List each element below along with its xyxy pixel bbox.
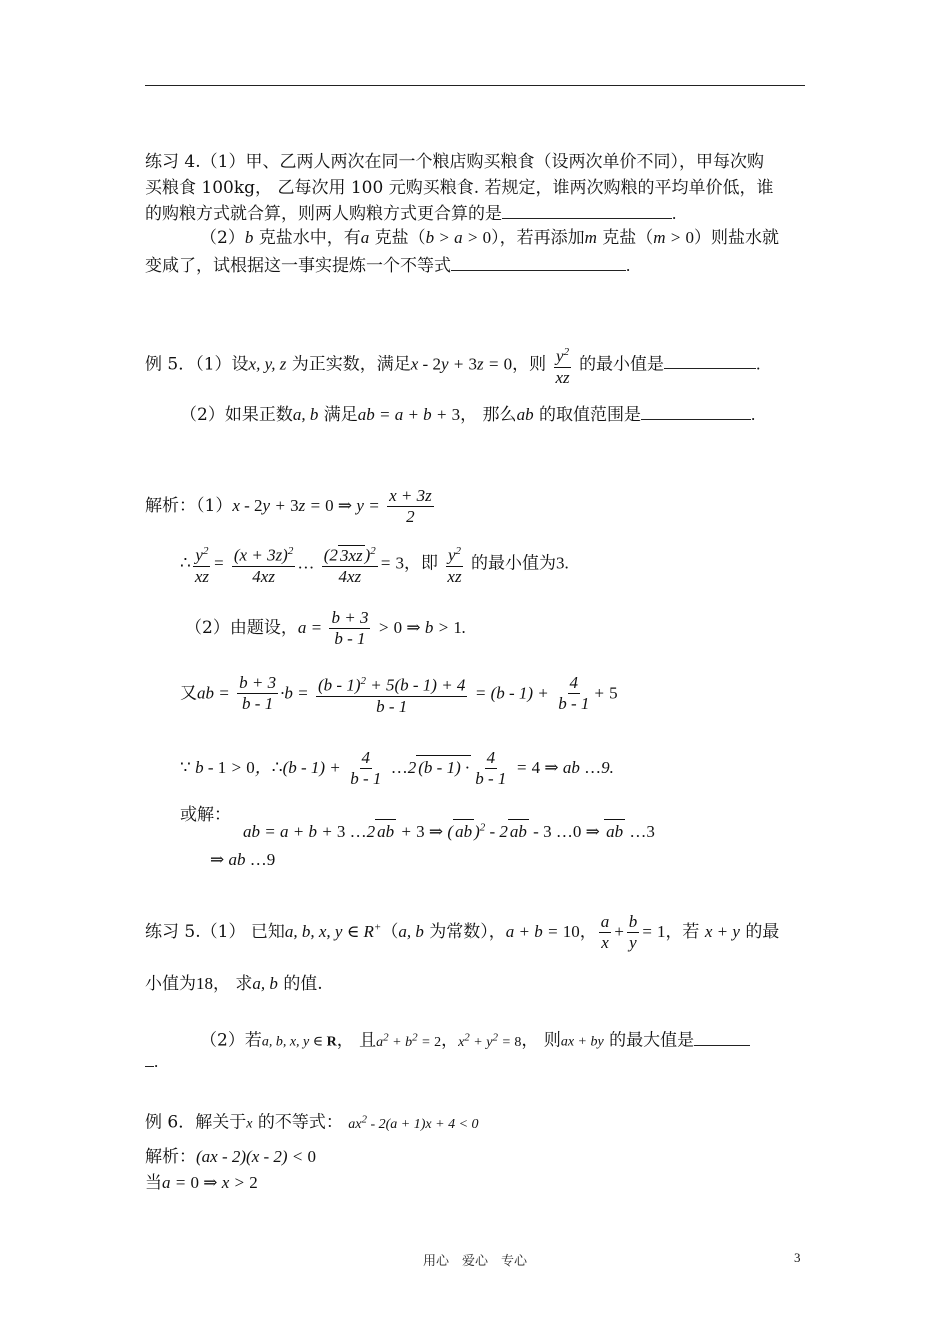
exercise5-q1-cont: 小值为18， 求a, b 的值. xyxy=(145,974,323,994)
example6-question: 例 6．解关于x 的不等式： $ax^2 - 2(a + 1)x + 4 < 0$ xyxy=(145,1112,479,1133)
solution5-alt: 或解： xyxy=(180,805,231,825)
example6-case: 当a = 0 ⇒ x > 2 xyxy=(145,1173,258,1193)
example5-q1: 例 5．（1）设x, y, z 为正实数，满足x - 2y + 3z = 0，则 $\frac{y^2}{xz}$ 的最小值是 . xyxy=(145,342,810,388)
exercise5-q1: 练习 5.（1） 已知a, b, x, y ∈ R+（a, b 为常数），a + b = 10， $\frac{a}{x}$ + $\frac{b}{y}$ = 1，若 x + y 的最 xyxy=(145,912,780,952)
exercise4-part2: （2）b 克盐水中，有a 克盐（b > a > 0），若再添加m 克盐（m > 0）则盐水就 xyxy=(200,228,780,248)
exercise4-line2: 买粮食 100kg， 乙每次用 100 元购买粮食. 若规定，谁两次购粮的平均单价低，谁 xyxy=(145,178,774,198)
header-rule xyxy=(145,85,805,86)
exercise4-line5: 变咸了，试根据这一事实提炼一个不等式 . xyxy=(145,256,631,276)
exercise5-q2-end: . xyxy=(145,1050,810,1074)
solution5-part2: （2）由题设，a = $\frac{b + 3}{b - 1}$ > 0 ⇒ b > 1. xyxy=(185,608,467,648)
page-number: 3 xyxy=(794,1250,801,1265)
exercise5-q2: （2）若a, b, x, y ∈ R， 且$a^2 + b^2 = 2$，$x^2 + y^2 = 8$， 则ax + by 的最大值是 xyxy=(200,1025,865,1055)
exercise4-line1: 练习 4.（1）甲、乙两人两次在同一个粮店购买粮食（设两次单价不同），甲每次购 xyxy=(145,152,764,172)
solution5-alt-result: ⇒ ab …9 xyxy=(210,850,276,869)
solution5-ab-expansion: 又ab = $\frac{b + 3}{b - 1}$ ·b = $\frac{(b - 1)^2 + 5(b - 1) + 4}{b - 1}$ = (b - 1) + $\frac{4}{b - 1}$ + 5 xyxy=(180,671,845,717)
page-footer: 用心 爱心 专心 xyxy=(422,1254,527,1269)
exercise4-line3: 的购粮方式就合算，则两人购粮方式更合算的是 . xyxy=(145,204,677,224)
example5-q2: （2）如果正数a, b 满足ab = a + b + 3， 那么ab 的取值范围是 . xyxy=(180,405,756,425)
example6-solution: 解析：(ax - 2)(x - 2) < 0 xyxy=(145,1147,317,1167)
solution5-part1: 解析：（1）x - 2y + 3z = 0 ⇒ y = $\frac{x + 3z}{2}$ xyxy=(145,486,432,526)
solution5-part1-result: ∴ $\frac{y^2}{xz}$ = $\frac{(x + 3z)^2}{4xz}$ … $\frac{(2 3xz )^2}{4xz}$ = 3，即 $\frac{y^2}{xz}$ 的最小值为3. xyxy=(180,541,845,587)
solution5-inequality: ∵ b - 1 > 0，∴(b - 1) + $\frac{4}{b - 1}$ …2 (b - 1) · $\frac{4}{b - 1}$ = 4 ⇒ ab …9. xyxy=(180,748,614,788)
solution5-alt-formula: ab = a + b + 3 …2 ab + 3 ⇒ ( ab )$^2$ - 2 ab - 3 …0 ⇒ ab …3 xyxy=(243,815,908,844)
